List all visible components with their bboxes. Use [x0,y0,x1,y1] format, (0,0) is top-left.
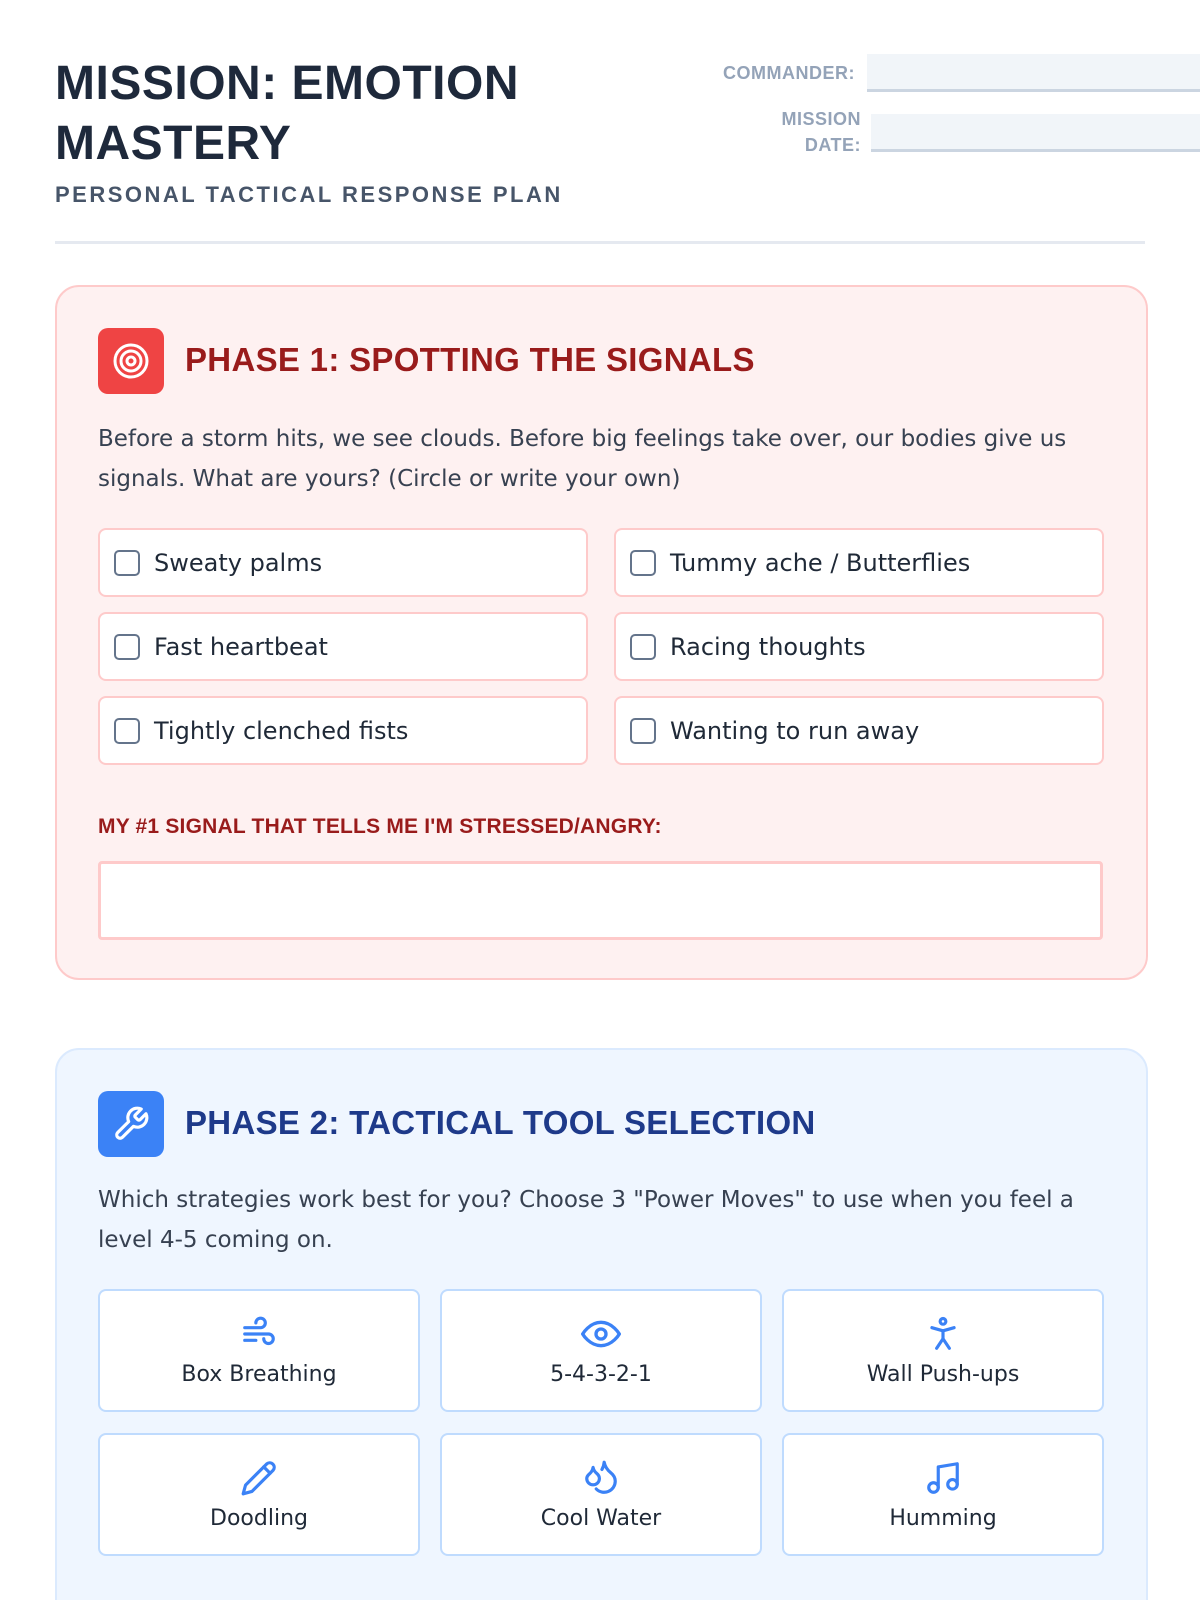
signal-option[interactable] [614,528,1104,597]
signal-option[interactable] [98,612,588,681]
tool-humming[interactable] [782,1433,1104,1556]
phase1-card [55,285,1148,980]
tool-cool-water[interactable] [440,1433,762,1556]
signal-option[interactable] [614,696,1104,765]
signal-label: Racing thoughts [670,632,866,661]
droplets-icon [581,1458,621,1498]
mission-date-field[interactable] [871,114,1200,152]
wind-icon [239,1314,279,1354]
tool-label: Wall Push-ups [866,1362,1020,1387]
signal-label: Tightly clenched fists [154,716,409,745]
tool-label: Humming [889,1506,997,1531]
checkbox[interactable] [630,550,656,576]
tool-box-breathing[interactable] [98,1289,420,1412]
signal-label: Wanting to run away [670,716,920,745]
phase2-description: Which strategies work best for you? Choose 3 "Power Moves" to use when you feel a level 4-5 coming on. [98,1187,1074,1253]
number-one-signal-label: MY #1 SIGNAL THAT TELLS ME I'M STRESSED/ANGRY: [98,815,662,838]
tool-5-4-3-2-1[interactable] [440,1289,762,1412]
phase1-description: Before a storm hits, we see clouds. Before big feelings take over, our bodies give us signals. What are yours? (Circle or write your own) [98,426,1067,492]
phase2-card [55,1048,1148,1600]
tool-label: 5-4-3-2-1 [550,1362,652,1387]
signal-option[interactable] [98,696,588,765]
page-subtitle: PERSONAL TACTICAL RESPONSE PLAN [55,182,563,207]
commander-label: COMMANDER: [723,63,855,83]
signal-label: Sweaty palms [154,548,323,577]
person-icon [923,1314,963,1354]
signal-label: Fast heartbeat [154,632,328,661]
signal-option[interactable] [614,612,1104,681]
checkbox[interactable] [114,718,140,744]
checkbox[interactable] [630,718,656,744]
signals-checklist [98,528,1103,765]
phase1-title: PHASE 1: SPOTTING THE SIGNALS [185,341,755,378]
page-header [55,0,1145,244]
tool-wall-pushups[interactable] [782,1289,1104,1412]
signal-label: Tummy ache / Butterflies [670,548,971,577]
checkbox[interactable] [114,550,140,576]
tool-label: Doodling [210,1506,308,1531]
wrench-icon [98,1091,164,1157]
eye-icon [581,1314,621,1354]
mission-date-label: MISSION DATE: [781,109,861,155]
tools-grid [98,1289,1103,1556]
page-title: MISSION: EMOTION MASTERY [55,57,519,170]
checkbox[interactable] [114,634,140,660]
signal-option[interactable] [98,528,588,597]
music-icon [923,1458,963,1498]
checkbox[interactable] [630,634,656,660]
number-one-signal-input[interactable] [98,861,1103,940]
target-icon [98,328,164,394]
tool-label: Box Breathing [181,1362,337,1387]
tool-doodling[interactable] [98,1433,420,1556]
tool-label: Cool Water [540,1506,662,1531]
phase2-title: PHASE 2: TACTICAL TOOL SELECTION [185,1104,816,1141]
commander-field[interactable] [867,54,1200,92]
pencil-icon [239,1458,279,1498]
